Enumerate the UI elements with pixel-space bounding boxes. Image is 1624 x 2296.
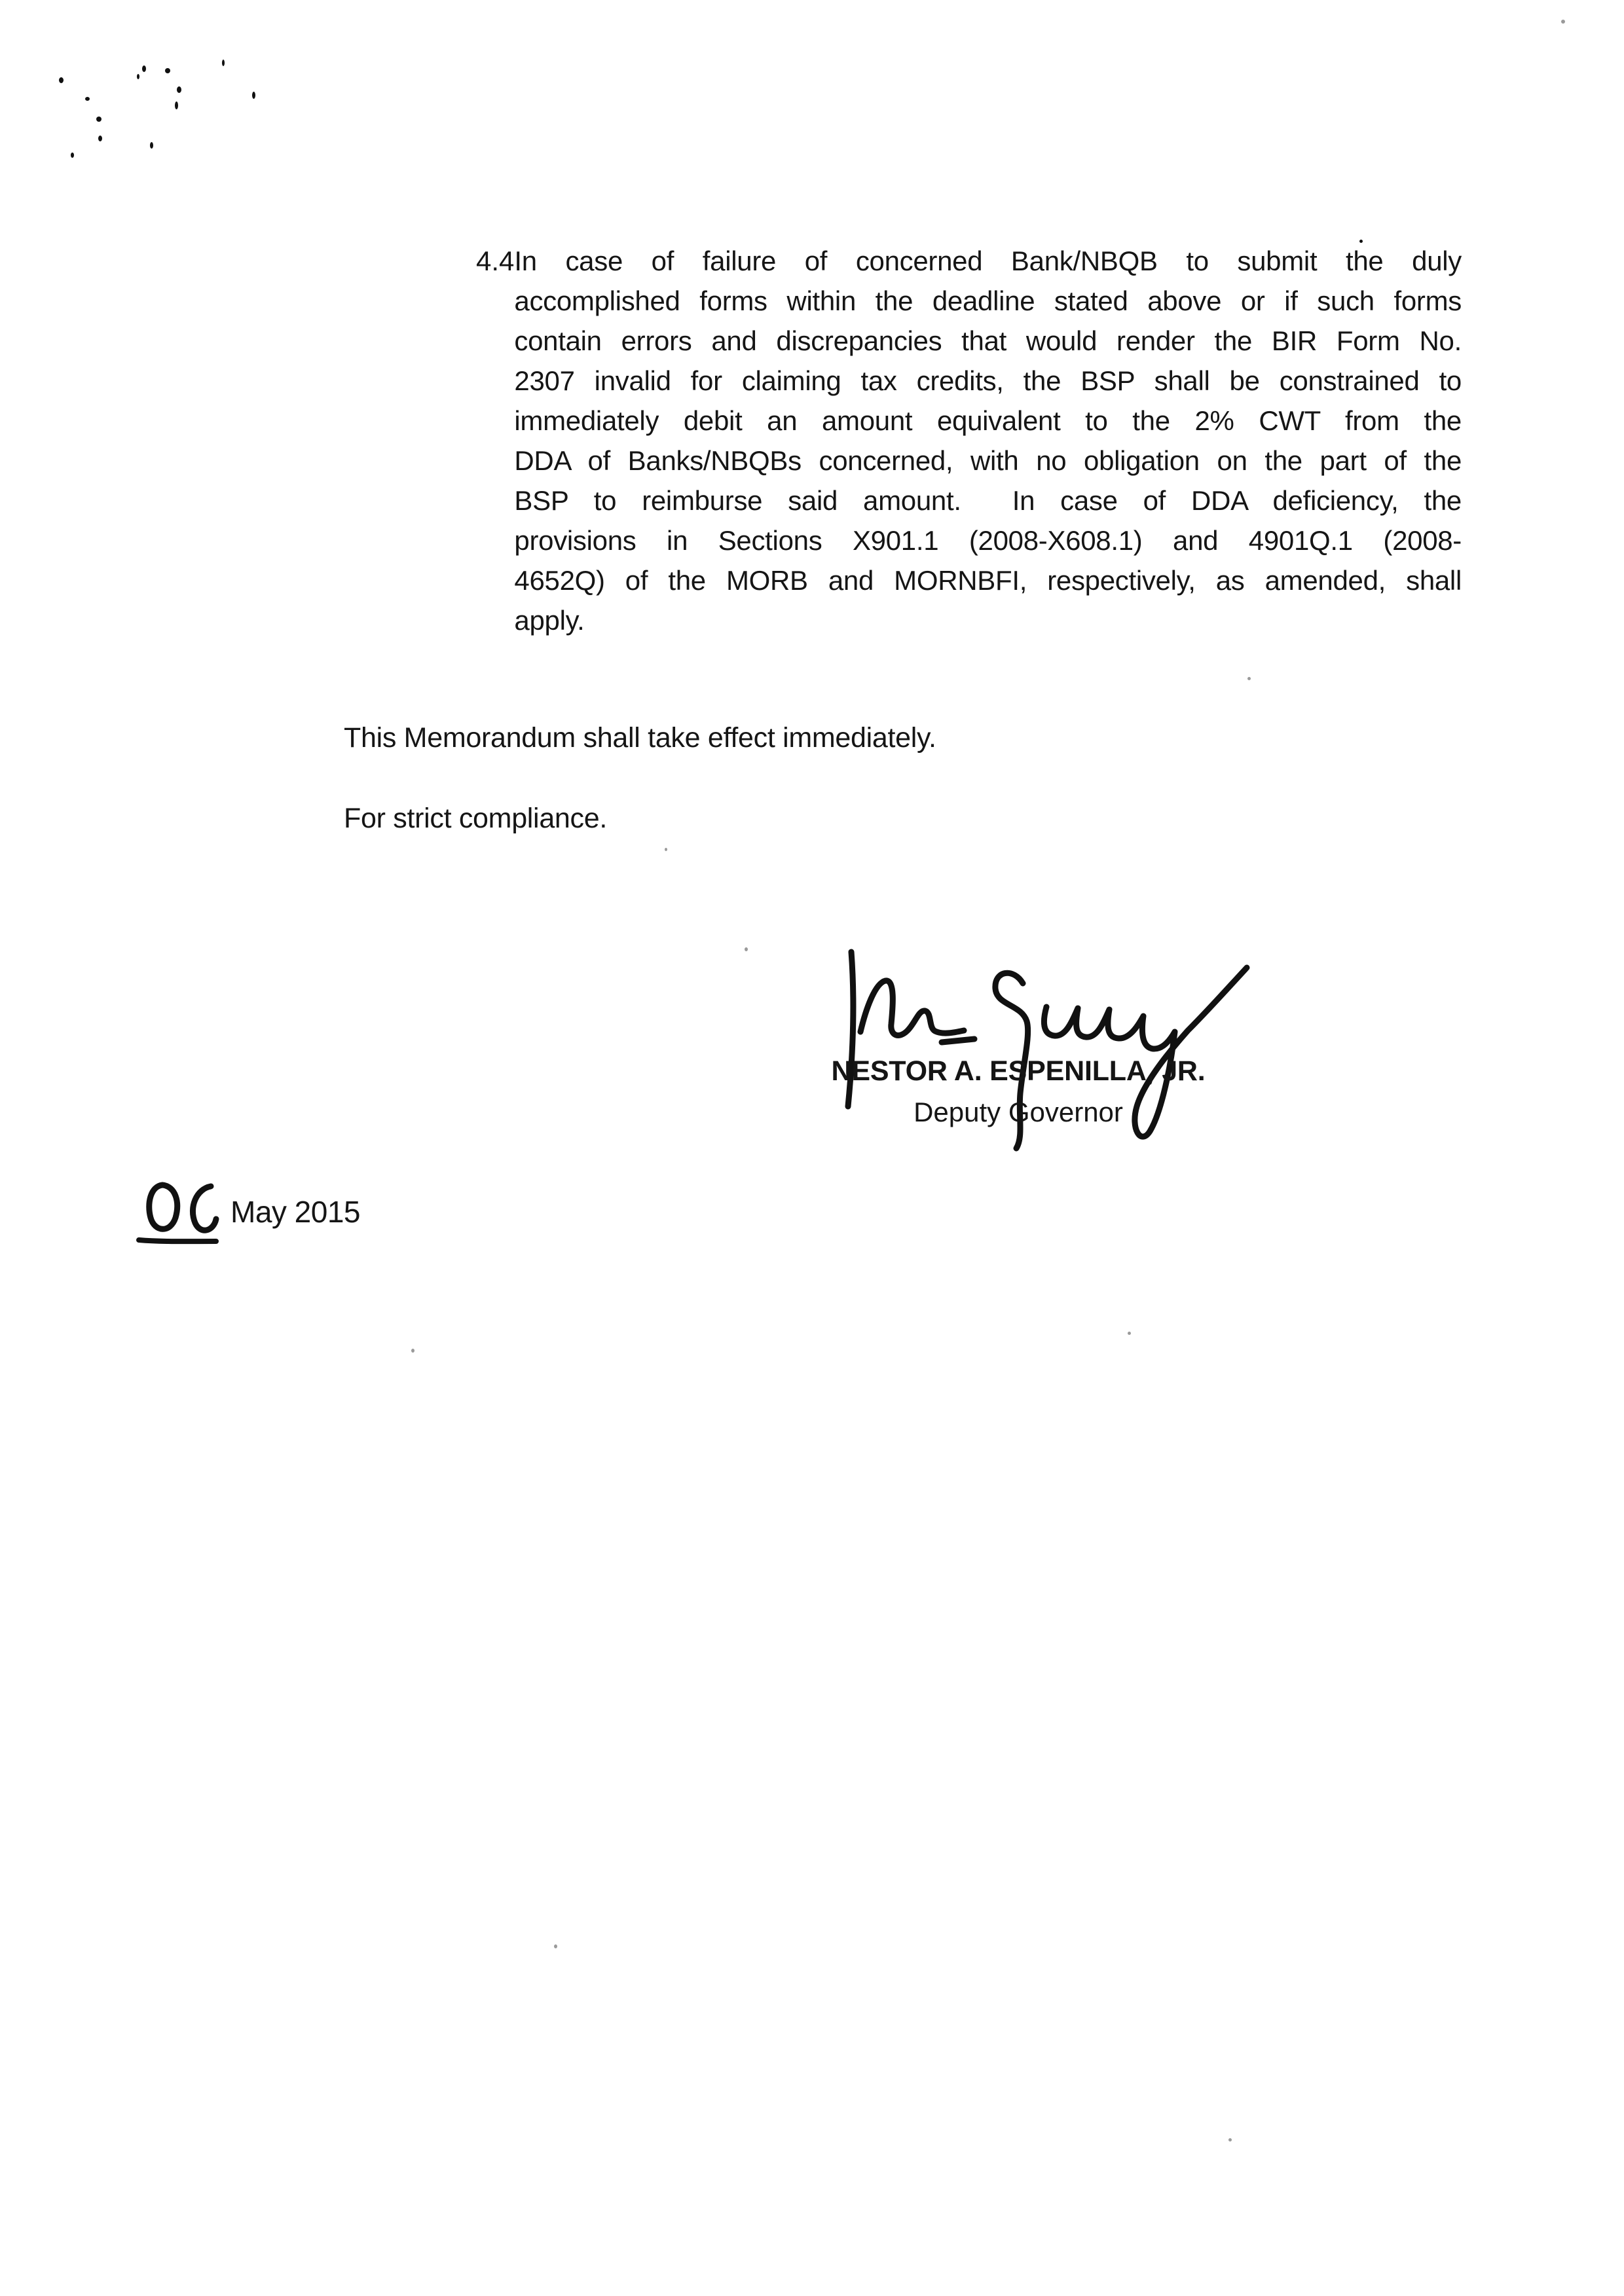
speck-icon xyxy=(1561,20,1565,24)
paragraph-line: accomplished forms within the deadline stated above or if such forms xyxy=(514,285,1462,316)
speck-icon xyxy=(150,142,153,149)
paragraph-line: 4652Q) of the MORB and MORNBFI, respectively, as amended, shall xyxy=(514,565,1462,596)
speck-icon xyxy=(1128,1332,1131,1335)
speck-icon xyxy=(96,117,101,122)
speck-icon xyxy=(1247,677,1251,680)
section-text xyxy=(514,241,1462,640)
paragraph-line: BSP to reimburse said amount. In case of DDA deficiency, the xyxy=(514,485,1462,516)
speck-icon xyxy=(59,77,64,83)
speck-icon xyxy=(142,65,146,72)
speck-icon xyxy=(98,136,102,141)
handwritten-day xyxy=(136,1176,221,1248)
paragraph-line: immediately debit an amount equivalent to the 2% CWT from the xyxy=(514,405,1462,436)
signatory-name: NESTOR A. ESPENILLA, JR. xyxy=(831,1055,1206,1087)
effectivity-statement: This Memorandum shall take effect immediately. xyxy=(344,722,936,754)
section-4-4 xyxy=(476,241,1462,640)
speck-icon xyxy=(177,86,181,93)
paragraph-line: 2307 invalid for claiming tax credits, the BSP shall be constrained to xyxy=(514,365,1462,396)
compliance-statement: For strict compliance. xyxy=(344,803,608,834)
paragraph-line: contain errors and discrepancies that would render the BIR Form No. xyxy=(514,325,1462,356)
speck-icon xyxy=(175,101,178,109)
paragraph-line: apply. xyxy=(514,605,585,636)
speck-icon xyxy=(71,153,74,158)
paragraph-line: provisions in Sections X901.1 (2008-X608.1) and 4901Q.1 (2008- xyxy=(514,525,1462,556)
speck-icon xyxy=(222,60,225,66)
speck-icon xyxy=(411,1349,415,1353)
speck-icon xyxy=(554,1944,557,1948)
speck-icon xyxy=(1228,2138,1232,2141)
paragraph-line: In case of failure of concerned Bank/NBQB to submit the duly xyxy=(514,246,1462,276)
speck-icon xyxy=(85,97,90,101)
signatory-title: Deputy Governor xyxy=(913,1097,1123,1127)
speck-icon xyxy=(665,848,667,851)
signatory-block xyxy=(815,1055,1221,1128)
speck-icon xyxy=(165,68,170,73)
speck-icon xyxy=(252,92,255,99)
speck-icon xyxy=(137,74,139,79)
speck-icon xyxy=(745,947,748,951)
paragraph-line: DDA of Banks/NBQBs concerned, with no obligation on the part of the xyxy=(514,445,1462,476)
section-number: 4.4 xyxy=(476,246,515,276)
date-month-year: May 2015 xyxy=(231,1195,361,1229)
